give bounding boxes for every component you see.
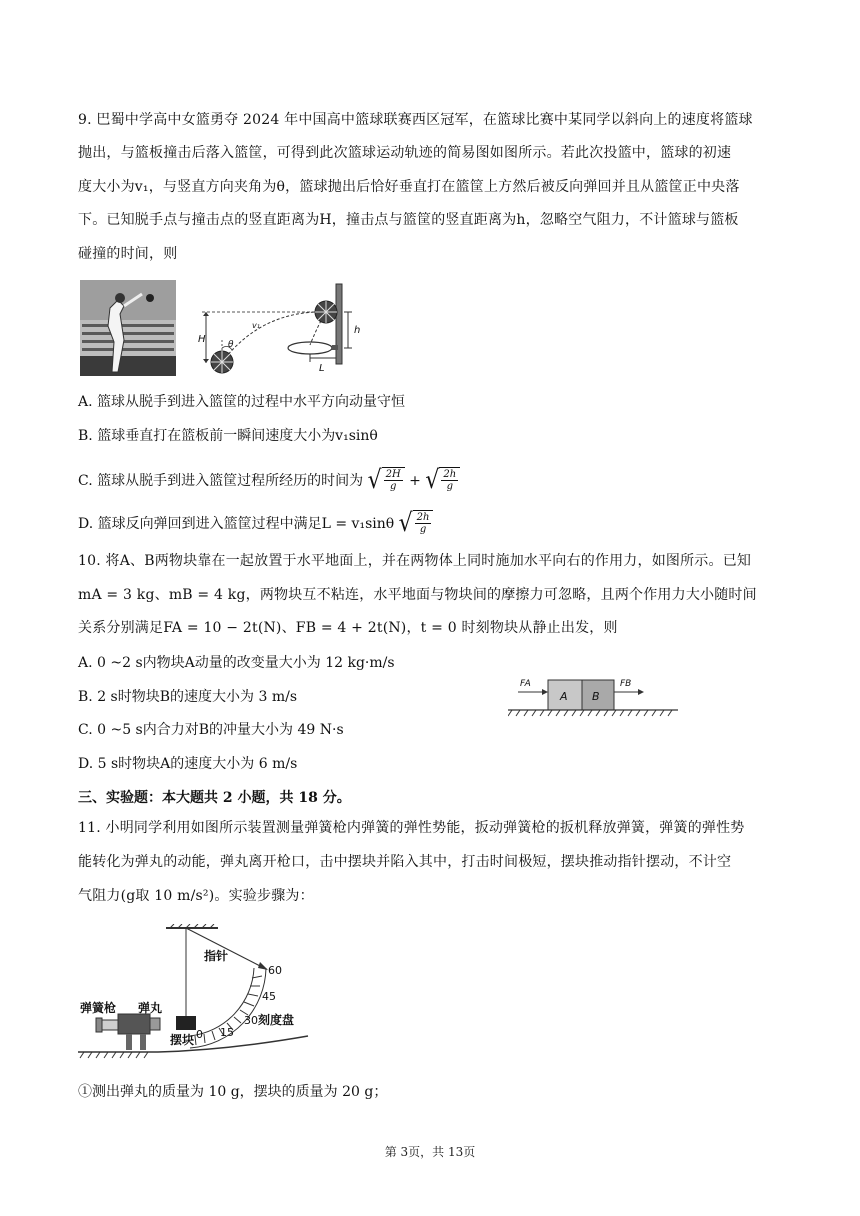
- label-spring-gun: 弹簧枪: [80, 1001, 117, 1015]
- section-3-heading: 三、实验题：本大题共 2 小题，共 18 分。: [78, 790, 351, 806]
- q9-option-c[interactable]: [78, 467, 460, 495]
- label-H: H: [198, 334, 206, 345]
- label-v1: v₁: [252, 321, 260, 330]
- label-pointer: 指针: [204, 949, 229, 963]
- label-pellet: 弹丸: [138, 1001, 163, 1015]
- sqrt-2h-over-g: √ $\frac{2h}{g}$: [425, 467, 460, 495]
- q10-stem-line2: mA = 3 kg、mB = 4 kg，两物块互不粘连，水平地面与物块间的摩擦力可忽略，且两个作用力大小随时间: [78, 587, 757, 603]
- q11-stem-line1: 11. 小明同学利用如图所示装置测量弹簧枪内弹簧的弹性势能，扳动弹簧枪的扳机释放弹簧，弹簧的弹性势: [78, 820, 745, 836]
- label-block-A: A: [560, 690, 568, 703]
- q9-stem-line4: 下。已知脱手点与撞击点的竖直距离为H，撞击点与篮筐的竖直距离为h，忽略空气阻力，不计篮球与篮板: [78, 212, 739, 228]
- blocks-diagram: [508, 670, 678, 720]
- label-FB: FB: [620, 679, 632, 689]
- label-theta: θ: [228, 340, 234, 350]
- tick-0: 0: [196, 1028, 203, 1041]
- q9-stem-line2: 抛出，与篮板撞击后落入篮筐，可得到此次篮球运动轨迹的简易图如图所示。若此次投篮中，篮球的初速: [78, 145, 732, 161]
- q9-stem-line5: 碰撞的时间，则: [78, 246, 178, 262]
- q10-option-b[interactable]: B. 2 s时物块B的速度大小为 3 m/s: [78, 689, 298, 705]
- label-L: L: [319, 363, 325, 374]
- label-pendulum-block: 摆块: [170, 1033, 195, 1047]
- sqrt-2h-over-g-d: √ $\frac{2h}{g}$: [399, 510, 434, 538]
- page-footer: 第 3页，共 13页: [384, 1145, 476, 1159]
- q9-stem-line3: 度大小为v₁，与竖直方向夹角为θ，篮球抛出后恰好垂直打在篮筐上方然后被反向弹回并且从篮筐正中央落: [78, 179, 740, 195]
- q11-stem-line3: 气阻力(g取 10 m/s²)。实验步骤为：: [78, 888, 314, 904]
- q9-option-d-text: D. 篮球反向弹回到进入篮筐过程中满足L = v₁sinθ: [78, 516, 395, 532]
- tick-45: 45: [262, 990, 276, 1003]
- q9-option-d[interactable]: [78, 510, 433, 538]
- q11-step-1: ①测出弹丸的质量为 10 g，摆块的质量为 20 g；: [78, 1084, 388, 1100]
- label-block-B: B: [592, 690, 600, 703]
- label-h: h: [354, 325, 361, 336]
- tick-30: 30: [244, 1014, 258, 1027]
- sqrt-2H-over-g: √ $\frac{2H}{g}$: [368, 467, 405, 495]
- label-dial: 刻度盘: [258, 1013, 295, 1027]
- q10-stem-line1: 10. 将A、B两物块靠在一起放置于水平地面上，并在两物体上同时施加水平向右的作用力，如图所示。已知: [78, 553, 752, 569]
- tick-15: 15: [220, 1026, 234, 1039]
- q9-option-b[interactable]: B. 篮球垂直打在篮板前一瞬间速度大小为v₁sinθ: [78, 428, 378, 444]
- q9-option-a[interactable]: A. 篮球从脱手到进入篮筐的过程中水平方向动量守恒: [78, 394, 406, 410]
- plus-sign: +: [409, 473, 421, 489]
- basketball-photo: [80, 280, 176, 376]
- q10-option-c[interactable]: C. 0 ~5 s内合力对B的冲量大小为 49 N·s: [78, 722, 344, 738]
- q9-stem-line1: 9. 巴蜀中学高中女篮勇夺 2024 年中国高中篮球联赛西区冠军，在篮球比赛中某同学以斜向上的速度将篮球: [78, 112, 753, 128]
- q10-option-a[interactable]: A. 0 ~2 s内物块A动量的改变量大小为 12 kg·m/s: [78, 655, 395, 671]
- q9-option-c-text: C. 篮球从脱手到进入篮筐过程所经历的时间为: [78, 473, 364, 489]
- q10-option-d[interactable]: D. 5 s时物块A的速度大小为 6 m/s: [78, 756, 298, 772]
- tick-60: 60: [268, 964, 282, 977]
- spring-gun-diagram: [78, 924, 318, 1064]
- q11-stem-line2: 能转化为弹丸的动能，弹丸离开枪口，击中摆块并陷入其中，打击时间极短，摆块推动指针摆动，不计空: [78, 854, 732, 870]
- q10-stem-line3: 关系分别满足FA = 10 − 2t(N)、FB = 4 + 2t(N)，t = 0 时刻物块从静止出发，则: [78, 620, 618, 636]
- basketball-trajectory-diagram: [192, 280, 362, 380]
- label-FA: FA: [520, 679, 531, 689]
